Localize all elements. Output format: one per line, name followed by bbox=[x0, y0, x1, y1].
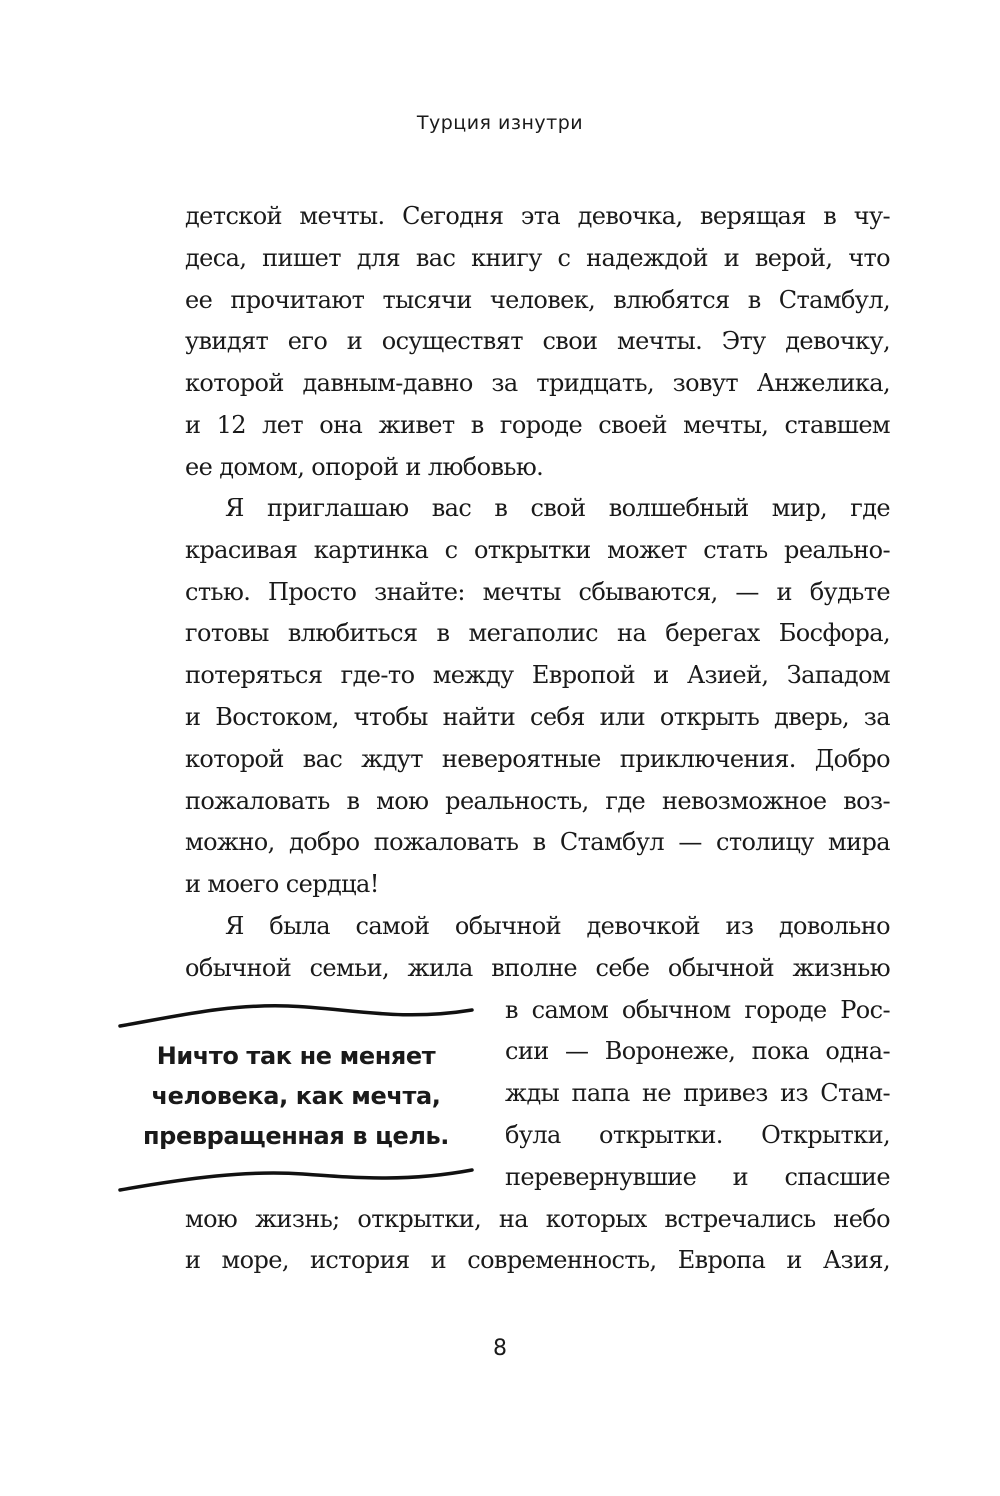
page-number: 8 bbox=[493, 1336, 507, 1361]
text-line: красивая картинка с открытки может стать реально- bbox=[185, 535, 890, 564]
pull-quote-text bbox=[118, 1036, 474, 1156]
pull-quote bbox=[118, 996, 474, 1196]
text-line: ее домом, опорой и любовью. bbox=[185, 452, 544, 481]
text-line: перевернувшие и спасшие bbox=[505, 1162, 890, 1191]
text-line: деса, пишет для вас книгу с надеждой и верой, что bbox=[185, 243, 890, 272]
text-line: можно, добро пожаловать в Стамбул — столицу мира bbox=[185, 828, 890, 857]
text-line: которой вас ждут невероятные приключения. Добро bbox=[185, 744, 890, 773]
wavy-rule-bottom bbox=[118, 1164, 474, 1198]
text-line: ее прочитают тысячи человек, влюбятся в Стамбул, bbox=[185, 285, 890, 314]
pull-quote-line: Ничто так не меняет bbox=[156, 1042, 436, 1070]
paragraph-1 bbox=[185, 196, 890, 489]
running-head: Турция изнутри bbox=[416, 112, 584, 134]
text-line: и море, история и современность, Европа и Азия, bbox=[185, 1246, 890, 1275]
text-line: в самом обычном городе Рос- bbox=[505, 995, 890, 1024]
text-line: и 12 лет она живет в городе своей мечты, ставшем bbox=[185, 410, 890, 439]
text-line: увидят его и осуществят свои мечты. Эту девочку, bbox=[185, 327, 890, 356]
text-line: детской мечты. Сегодня эта девочка, верящая в чу- bbox=[185, 202, 890, 230]
text-line: и Востоком, чтобы найти себя или открыть дверь, за bbox=[185, 702, 890, 731]
text-line: мою жизнь; открытки, на которых встречались небо bbox=[185, 1204, 890, 1233]
text-line: сии — Воронеже, пока одна- bbox=[505, 1037, 890, 1066]
text-line: Я была самой обычной девочкой из довольно bbox=[225, 912, 890, 940]
text-line: обычной семьи, жила вполне себе обычной жизнью bbox=[185, 953, 890, 982]
text-line: стью. Просто знайте: мечты сбываются, — и будьте bbox=[185, 577, 890, 606]
text-line: була открытки. Открытки, bbox=[505, 1120, 890, 1149]
text-line: Я приглашаю вас в свой волшебный мир, где bbox=[225, 494, 890, 522]
text-line: потеряться где-то между Европой и Азией, Западом bbox=[185, 661, 890, 690]
text-line: которой давным-давно за тридцать, зовут Анжелика, bbox=[185, 369, 890, 398]
pull-quote-line: человека, как мечта, bbox=[151, 1082, 441, 1110]
paragraph-2 bbox=[185, 488, 890, 906]
text-line: готовы влюбиться в мегаполис на берегах Босфора, bbox=[185, 619, 890, 648]
text-line: пожаловать в мою реальность, где невозможное воз- bbox=[185, 786, 890, 815]
text-line: и моего сердца! bbox=[185, 870, 379, 899]
pull-quote-line: превращенная в цель. bbox=[142, 1122, 450, 1150]
wavy-rule-top bbox=[118, 996, 474, 1030]
text-line: жды папа не привез из Стам- bbox=[505, 1079, 890, 1108]
